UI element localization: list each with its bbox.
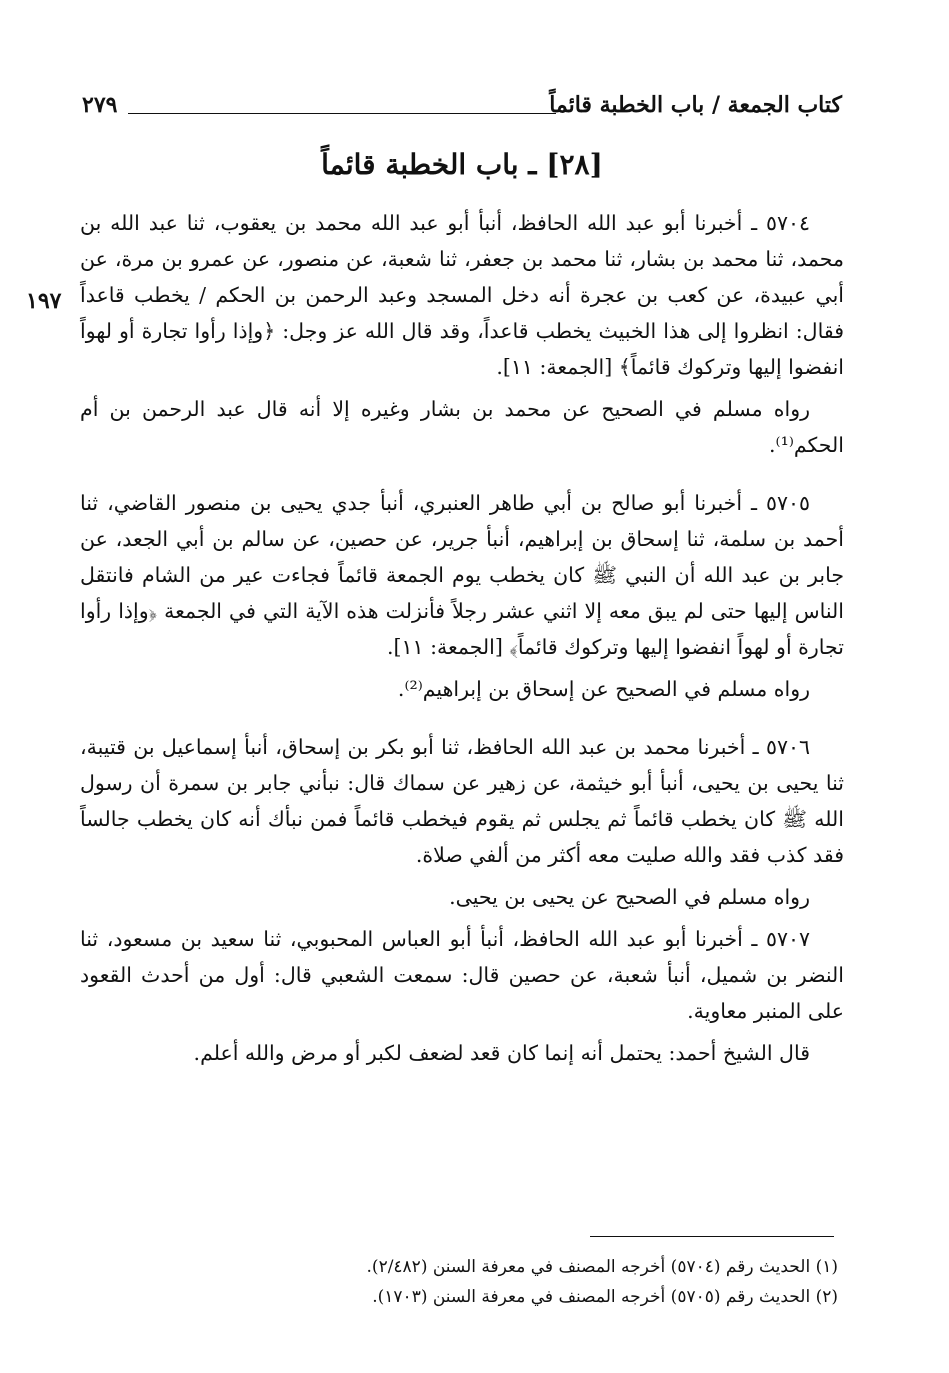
running-header [82, 92, 842, 132]
hadith-paragraph: ٥٧٠٧ ـ أخبرنا أبو عبد الله الحافظ، أنبأ أبو العباس المحبوبي، ثنا سعيد بن مسعود، ثنا النضر بن شميل، أنبأ شعبة، عن حصين قال: سمعت الشعبي قال: أول من أحدث القعود على المنبر معاوية. [80, 927, 844, 1023]
narration-note: رواه مسلم في الصحيح عن يحيى بن يحيى. [449, 885, 810, 909]
margin-page-reference: ١٩٧ [26, 288, 62, 314]
narration-note: رواه مسلم في الصحيح عن محمد بن بشار وغيره إلا أنه قال عبد الرحمن بن أم الحكم⁽¹⁾. [80, 397, 844, 457]
commentary-paragraph: قال الشيخ أحمد: يحتمل أنه إنما كان قعد لضعف لكبر أو مرض والله أعلم. [193, 1041, 810, 1065]
page-number: ٢٧٩ [82, 92, 118, 118]
footnote: (٢) الحديث رقم (٥٧٠٥) أخرجه المصنف في معرفة السنن (١٧٠٣). [372, 1287, 838, 1307]
footnotes [82, 1252, 838, 1312]
hadith-paragraph: ٥٧٠٥ ـ أخبرنا أبو صالح بن أبي طاهر العنبري، أنبأ جدي يحيى بن منصور القاضي، ثنا أحمد بن سلمة، ثنا إسحاق بن إبراهيم، أنبأ جرير، عن حصين، عن سالم بن أبي الجعد، عن جابر بن عبد الله أن النبي ﷺ كان يخطب يوم الجمعة قائماً فجاءت عير من الشام فانتقل الناس إليها حتى لم يبق معه إلا اثني عشر رجلاً فأنزلت هذه الآية التي في الجمعة ﴿وإذا رأوا تجارة أو لهواً انفضوا إليها وتركوك قائماً﴾ [الجمعة: ١١]. [80, 491, 844, 659]
footnote-rule [590, 1236, 834, 1237]
hadith-paragraph: ٥٧٠٦ ـ أخبرنا محمد بن عبد الله الحافظ، ثنا أبو بكر بن إسحاق، أنبأ إسماعيل بن قتيبة، ثنا يحيى بن يحيى، أنبأ أبو خيثمة، عن زهير عن سماك قال: نبأني جابر بن سمرة أن رسول الله ﷺ كان يخطب قائماً ثم يجلس ثم يقوم فيخطب قائماً فمن نبأك أنه كان يخطب جالساً فقد كذب فقد والله صليت معه أكثر من ألفي صلاة. [80, 735, 844, 867]
header-title: كتاب الجمعة / باب الخطبة قائماً [549, 92, 842, 118]
chapter-title: [٢٨] ـ باب الخطبة قائماً [321, 148, 603, 181]
header-rule [128, 113, 556, 114]
body-text [80, 205, 844, 1071]
narration-note: رواه مسلم في الصحيح عن إسحاق بن إبراهيم⁽²⁾. [397, 677, 810, 701]
hadith-paragraph: ٥٧٠٤ ـ أخبرنا أبو عبد الله الحافظ، أنبأ أبو عبد الله محمد بن يعقوب، ثنا عبد الله بن محمد، ثنا محمد بن بشار، ثنا محمد بن جعفر، ثنا شعبة، عن منصور، عن عمرو بن مرة، عن أبي عبيدة، عن كعب بن عجرة أنه دخل المسجد وعبد الرحمن بن الحكم / يخطب قاعداً فقال: انظروا إلى هذا الخبيث يخطب قاعداً، وقد قال الله عز وجل: ﴿وإذا رأوا تجارة أو لهواً انفضوا إليها وتركوك قائماً﴾ [الجمعة: ١١]. [80, 211, 844, 379]
footnote: (١) الحديث رقم (٥٧٠٤) أخرجه المصنف في معرفة السنن (٢/٤٨٢). [366, 1257, 838, 1277]
